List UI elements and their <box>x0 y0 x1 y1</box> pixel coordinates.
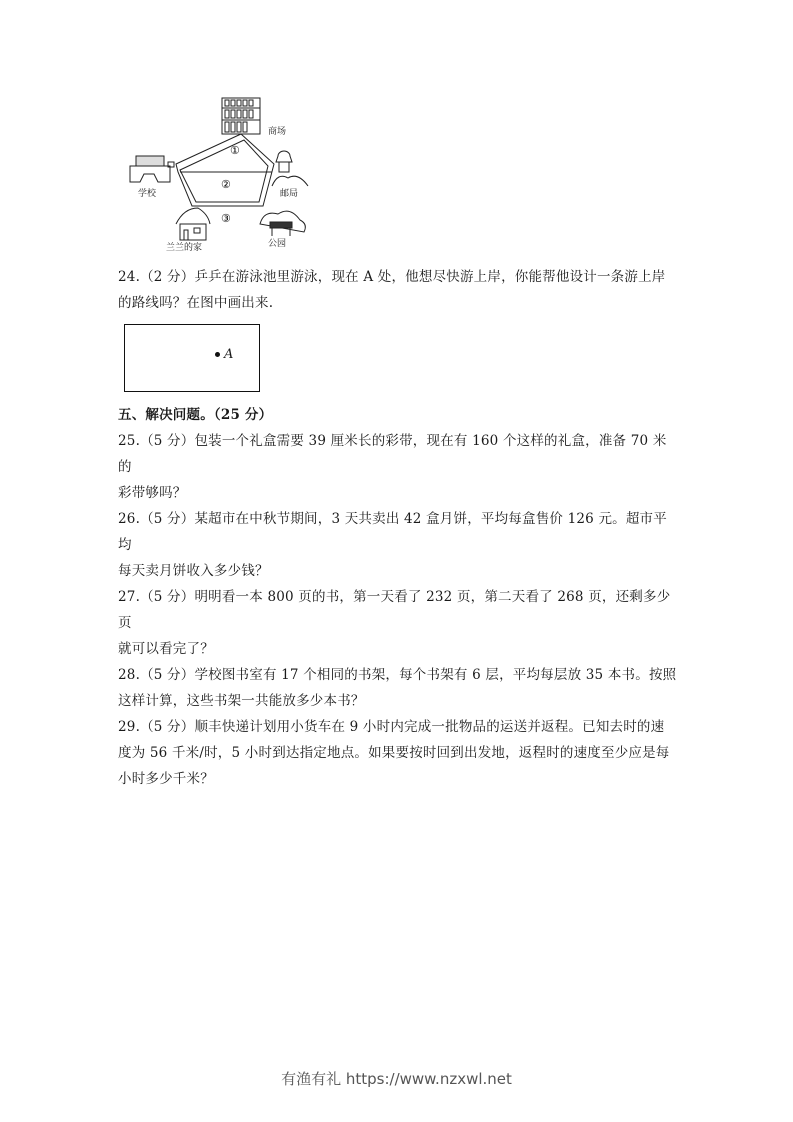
route-map-figure <box>118 94 318 254</box>
section-5 <box>118 402 678 792</box>
question-24-line-1: 24.（2 分）乒乒在游泳池里游泳，现在 A 处，他想尽快游上岸，你能帮他设计一条游上岸 <box>118 269 666 285</box>
question-25-line-1: 25.（5 分）包装一个礼盒需要 39 厘米长的彩带，现在有 160 个这样的礼盒，准备 70 米的 <box>118 433 667 475</box>
question-29-line-2: 度为 56 千米/时，5 小时到达指定地点。如果要按时回到出发地，返程时的速度至少应是每 <box>118 745 670 761</box>
question-27 <box>118 584 678 662</box>
question-27-line-1: 27.（5 分）明明看一本 800 页的书，第一天看了 232 页，第二天看了 268 页，还剩多少页 <box>118 589 671 631</box>
school-building-icon <box>130 156 174 182</box>
question-29-line-3: 小时多少千米？ <box>118 771 214 787</box>
question-27-line-2: 就可以看完了？ <box>118 641 214 657</box>
route-2-label: ② <box>221 178 231 191</box>
home-icon <box>176 208 210 240</box>
question-28 <box>118 662 678 714</box>
swimming-pool-figure <box>124 324 260 392</box>
route-3-label: ③ <box>221 212 231 225</box>
question-26-line-2: 每天卖月饼收入多少钱？ <box>118 563 269 579</box>
label-school: 学校 <box>138 189 157 199</box>
question-29-line-1: 29.（5 分）顺丰快递计划用小货车在 9 小时内完成一批物品的运送并返程。已知去时的速 <box>118 719 665 735</box>
question-24-line-2: 的路线吗？在图中画出来. <box>118 295 274 311</box>
label-post-office: 邮局 <box>280 189 299 199</box>
question-25-line-2: 彩带够吗？ <box>118 485 187 501</box>
question-28-line-2: 这样计算，这些书架一共能放多少本书？ <box>118 693 365 709</box>
mall-building-icon <box>222 98 260 134</box>
question-25 <box>118 428 678 506</box>
question-24 <box>118 264 678 316</box>
footer-watermark: 有渔有礼 https://www.nzxwl.net <box>281 1070 512 1088</box>
post-office-icon <box>272 151 308 186</box>
label-park: 公园 <box>268 239 287 249</box>
point-a-marker <box>215 352 220 357</box>
section-5-title: 五、解决问题。（25 分） <box>118 407 273 423</box>
question-26 <box>118 506 678 584</box>
park-bench-icon <box>260 211 305 236</box>
route-roads <box>176 134 274 206</box>
question-28-line-1: 28.（5 分）学校图书室有 17 个相同的书架，每个书架有 6 层，平均每层放 35 本书。按照 <box>118 667 677 683</box>
question-26-line-1: 26.（5 分）某超市在中秋节期间，3 天共卖出 42 盒月饼，平均每盒售价 126 元。超市平均 <box>118 511 667 553</box>
point-a-label: A <box>224 347 234 362</box>
label-home: 兰兰的家 <box>166 243 203 253</box>
route-1-label: ① <box>230 144 240 157</box>
label-mall: 商场 <box>268 127 287 137</box>
question-29 <box>118 714 678 792</box>
